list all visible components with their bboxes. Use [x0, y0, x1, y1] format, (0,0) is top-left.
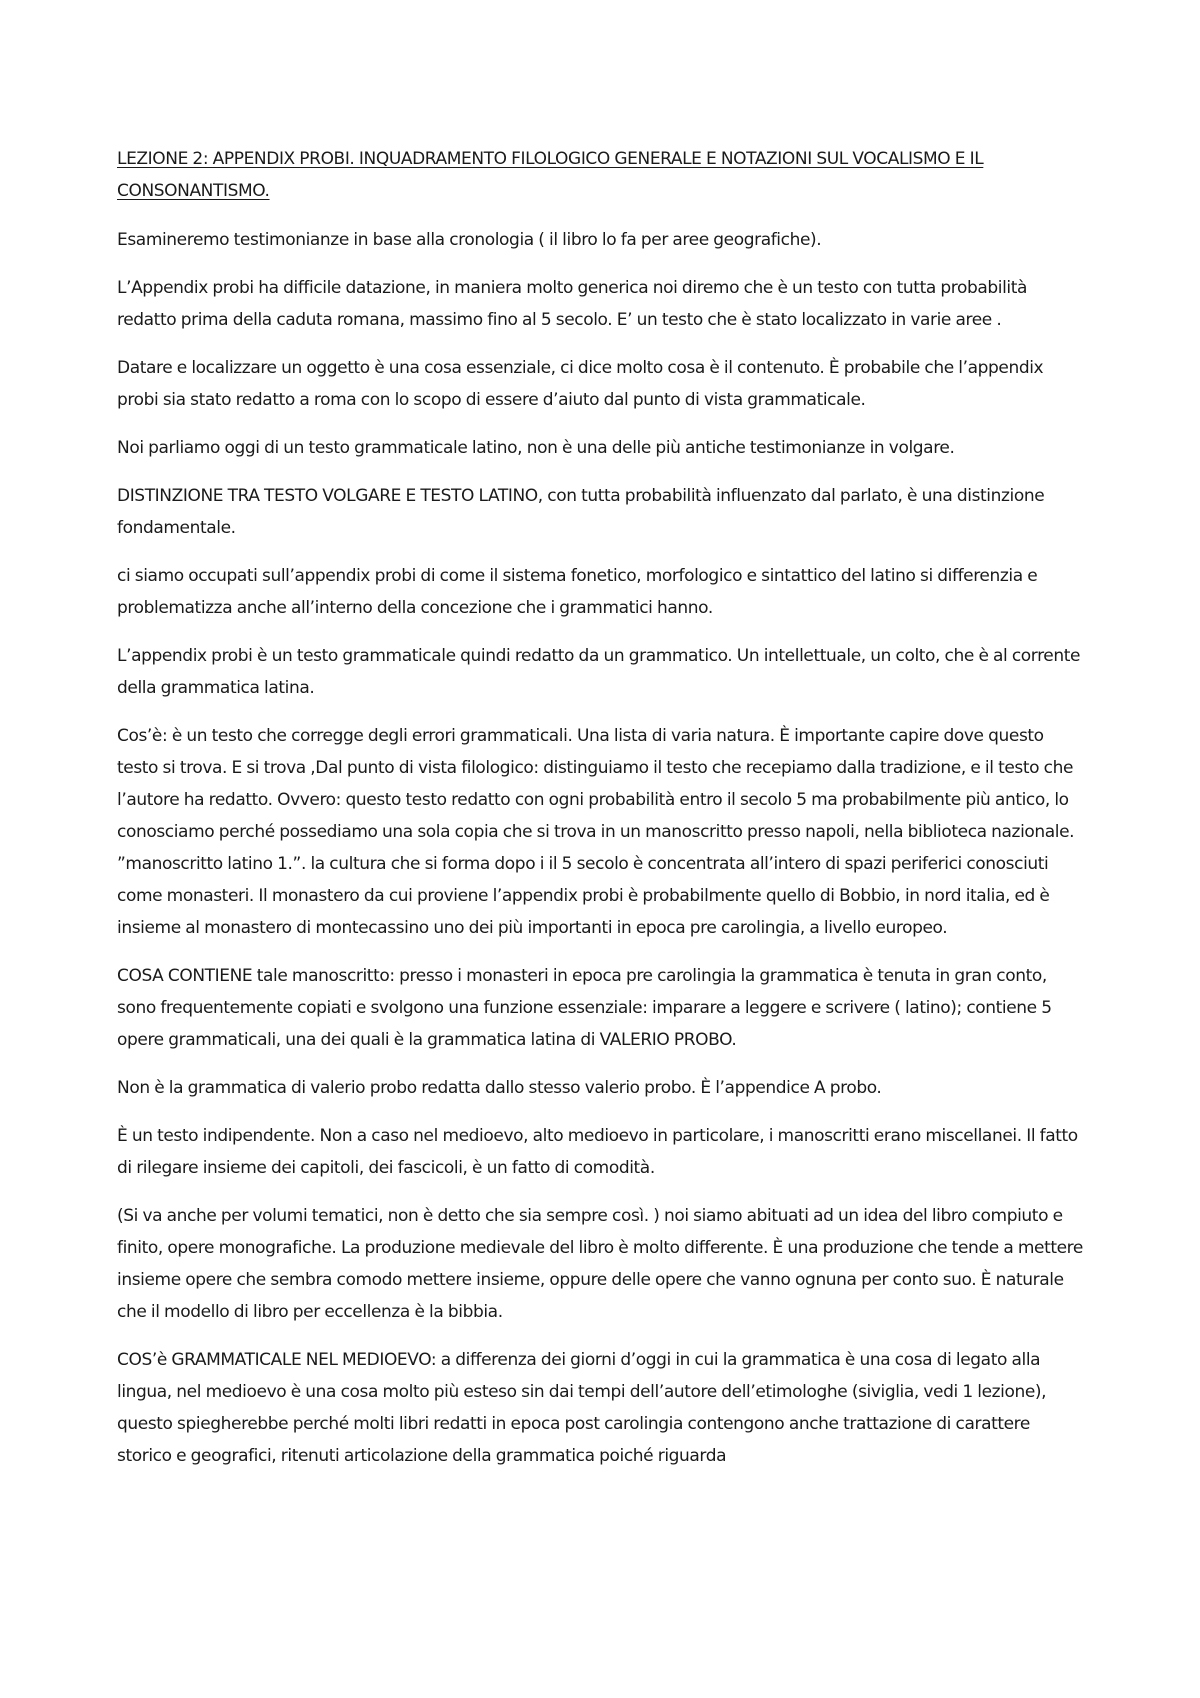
paragraph-4: Noi parliamo oggi di un testo grammaticale latino, non è una delle più antiche testimonianze in volgare. — [117, 438, 955, 458]
paragraph-6: ci siamo occupati sull’appendix probi di come il sistema fonetico, morfologico e sintattico del latino si differenzia e problematizza anche all’interno della concezione che i grammatici hanno. — [117, 566, 1038, 618]
paragraph-5: DISTINZIONE TRA TESTO VOLGARE E TESTO LATINO, con tutta probabilità influenzato dal parlato, è una distinzione fondamentale. — [117, 486, 1045, 538]
paragraph-11: È un testo indipendente. Non a caso nel medioevo, alto medioevo in particolare, i manoscritti erano miscellanei. Il fatto di rilegare insieme dei capitoli, dei fascicoli, è un fatto di comodità. — [117, 1126, 1078, 1178]
paragraph-3: Datare e localizzare un oggetto è una cosa essenziale, ci dice molto cosa è il contenuto. È probabile che l’appendix probi sia stato redatto a roma con lo scopo di essere d’aiuto dal punto di vista grammaticale. — [117, 358, 1044, 410]
paragraph-13: COS’è GRAMMATICALE NEL MEDIOEVO: a differenza dei giorni d’oggi in cui la grammatica è una cosa di legato alla lingua, nel medioevo è una cosa molto più esteso sin dai tempi dell’autore dell’etimologhe (siviglia, vedi 1 lezione), questo spiegherebbe perché molti libri redatti in epoca post carolingia contengono anche trattazione di carattere storico e geografici, ritenuti articolazione della grammatica poiché riguarda — [117, 1350, 1047, 1466]
paragraph-10: Non è la grammatica di valerio probo redatta dallo stesso valerio probo. È l’appendice A probo. — [117, 1078, 882, 1098]
lesson-title: LEZIONE 2: APPENDIX PROBI. INQUADRAMENTO FILOLOGICO GENERALE E NOTAZIONI SUL VOCALISMO E IL CONSONANTISMO. — [117, 149, 984, 201]
paragraph-7: L’appendix probi è un testo grammaticale quindi redatto da un grammatico. Un intellettuale, un colto, che è al corrente della grammatica latina. — [117, 646, 1081, 698]
paragraph-9: COSA CONTIENE tale manoscritto: presso i monasteri in epoca pre carolingia la grammatica è tenuta in gran conto, sono frequentemente copiati e svolgono una funzione essenziale: imparare a leggere e scrivere ( latino); contiene 5 opere grammaticali, una dei quali è la grammatica latina di VALERIO PROBO. — [117, 966, 1052, 1050]
paragraph-1: Esamineremo testimonianze in base alla cronologia ( il libro lo fa per aree geografiche). — [117, 230, 822, 250]
paragraph-8: Cos’è: è un testo che corregge degli errori grammaticali. Una lista di varia natura. È importante capire dove questo testo si trova. E si trova ,Dal punto di vista filologico: distinguiamo il testo che recepiamo dalla tradizione, e il testo che l’autore ha redatto. Ovvero: questo testo redatto con ogni probabilità entro il secolo 5 ma probabilmente più antico, lo conosciamo perché possediamo una sola copia che si trova in un manoscritto presso napoli, nella biblioteca nazionale. ”manoscritto latino 1.”. la cultura che si forma dopo i il 5 secolo è concentrata all’intero di spazi periferici conosciuti come monasteri. Il monastero da cui proviene l’appendix probi è probabilmente quello di Bobbio, in nord italia, ed è insieme al monastero di montecassino uno dei più importanti in epoca pre carolingia, a livello europeo. — [117, 726, 1075, 938]
paragraph-12: (Si va anche per volumi tematici, non è detto che sia sempre così. ) noi siamo abituati ad un idea del libro compiuto e finito, opere monografiche. La produzione medievale del libro è molto differente. È una produzione che tende a mettere insieme opere che sembra comodo mettere insieme, oppure delle opere che vanno ognuna per conto suo. È naturale che il modello di libro per eccellenza è la bibbia. — [117, 1206, 1083, 1322]
paragraph-2: L’Appendix probi ha difficile datazione, in maniera molto generica noi diremo che è un testo con tutta probabilità redatto prima della caduta romana, massimo fino al 5 secolo. E’ un testo che è stato localizzato in varie aree . — [117, 278, 1028, 330]
document-body — [117, 143, 1087, 1488]
